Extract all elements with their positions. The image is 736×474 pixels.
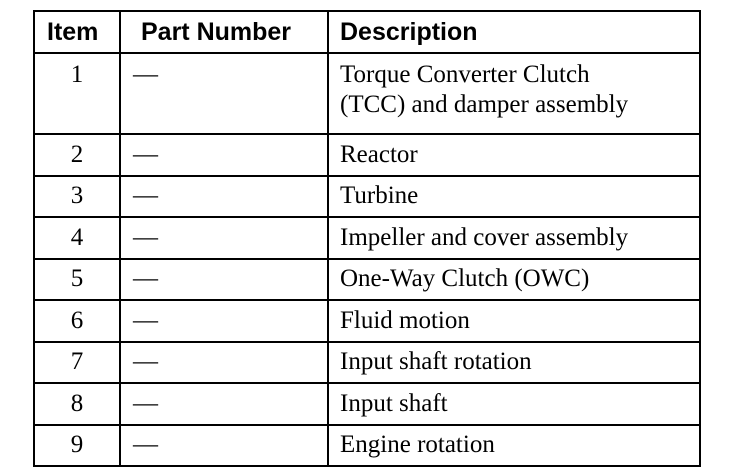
item-number: 7 — [34, 342, 120, 384]
description: Turbine — [328, 176, 700, 218]
item-number: 5 — [34, 259, 120, 301]
description: Impeller and cover assembly — [328, 217, 700, 259]
item-number: 8 — [34, 383, 120, 425]
part-number: — — [120, 259, 328, 301]
description: Fluid motion — [328, 300, 700, 342]
part-number: — — [120, 176, 328, 218]
table-row — [34, 259, 700, 301]
description: Input shaft — [328, 383, 700, 425]
part-number: — — [120, 134, 328, 176]
part-number: — — [120, 53, 328, 134]
item-number: 6 — [34, 300, 120, 342]
header-description: Description — [328, 11, 700, 53]
item-number: 3 — [34, 176, 120, 218]
table-row — [34, 300, 700, 342]
table-row — [34, 176, 700, 218]
description: One-Way Clutch (OWC) — [328, 259, 700, 301]
part-number: — — [120, 425, 328, 467]
part-number: — — [120, 217, 328, 259]
table-row — [34, 53, 700, 134]
part-number: — — [120, 300, 328, 342]
table-header — [34, 11, 700, 53]
item-number: 4 — [34, 217, 120, 259]
table-body — [34, 53, 700, 466]
item-number: 2 — [34, 134, 120, 176]
part-number: — — [120, 383, 328, 425]
header-row — [34, 11, 700, 53]
item-number: 1 — [34, 53, 120, 134]
table-row — [34, 425, 700, 467]
table-row — [34, 134, 700, 176]
table-row — [34, 383, 700, 425]
table-row — [34, 217, 700, 259]
header-part-number: Part Number — [120, 11, 328, 53]
item-number: 9 — [34, 425, 120, 467]
part-number: — — [120, 342, 328, 384]
description: Engine rotation — [328, 425, 700, 467]
header-item: Item — [34, 11, 120, 53]
description: Reactor — [328, 134, 700, 176]
parts-table — [33, 10, 701, 467]
description: Torque Converter Clutch (TCC) and damper assembly — [328, 53, 700, 134]
description: Input shaft rotation — [328, 342, 700, 384]
table-row — [34, 342, 700, 384]
